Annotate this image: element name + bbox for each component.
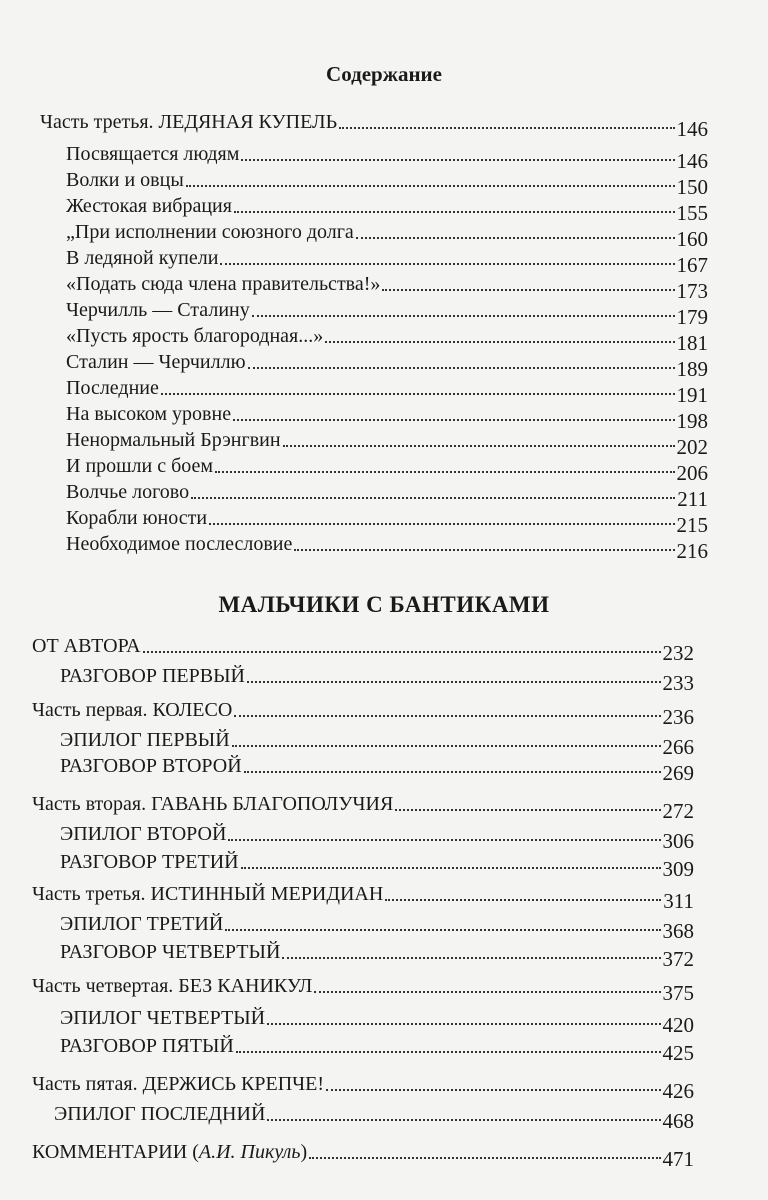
page-title: Содержание (326, 62, 442, 86)
dot-leader (356, 236, 675, 239)
toc-page-number: 372 (662, 947, 694, 971)
dot-leader (186, 184, 675, 187)
dot-leader (395, 808, 660, 811)
toc-page-number: 146 (676, 149, 708, 173)
dot-leader (236, 1050, 661, 1053)
toc-label: ЭПИЛОГ ЧЕТВЕРТЫЙ (60, 1007, 266, 1029)
toc-chapter (66, 216, 708, 251)
toc-chapter (60, 936, 694, 971)
toc-chapter (66, 476, 708, 511)
toc-label: ЭПИЛОГ ПОСЛЕДНИЙ (54, 1103, 266, 1125)
toc-label: Часть третья. ЛЕДЯНАЯ КУПЕЛЬ (40, 111, 338, 133)
dot-leader (225, 928, 660, 931)
toc-label: РАЗГОВОР ТРЕТИЙ (60, 851, 239, 873)
toc-part-heading (40, 106, 708, 141)
toc-chapter (66, 320, 708, 355)
toc-chapter (66, 398, 708, 433)
toc-chapter (66, 372, 708, 407)
toc-page-number: 181 (676, 331, 708, 355)
toc-chapter (60, 908, 694, 943)
toc-page-number: 420 (662, 1013, 694, 1037)
dot-leader (314, 990, 660, 993)
dot-leader (385, 898, 661, 901)
toc-comments (32, 1136, 694, 1171)
toc-page-number: 179 (676, 305, 708, 329)
toc-chapter (60, 724, 694, 759)
toc-page-number: 309 (662, 857, 694, 881)
toc-label: Волчье логово (66, 481, 190, 503)
dot-leader (247, 680, 661, 683)
toc-chapter (66, 346, 708, 381)
toc-part-heading (32, 878, 694, 913)
toc-label: РАЗГОВОР ВТОРОЙ (60, 755, 242, 777)
toc-chapter (60, 846, 694, 881)
comments-label: КОММЕНТАРИИ (32, 1141, 188, 1163)
toc-page-number: 471 (662, 1147, 694, 1171)
toc-page-number: 272 (662, 799, 694, 823)
toc-page-number: 232 (662, 641, 694, 665)
dot-leader (232, 744, 661, 747)
toc-page-number: 150 (676, 175, 708, 199)
dot-leader (234, 714, 660, 717)
toc-page-number: 375 (662, 981, 694, 1005)
dot-leader (161, 392, 675, 395)
toc-page-number: 266 (662, 735, 694, 759)
toc-page-number: 426 (662, 1079, 694, 1103)
toc-page-number: 146 (676, 117, 708, 141)
dot-leader (244, 770, 661, 773)
toc-chapter (66, 242, 708, 277)
dot-leader (209, 522, 674, 525)
toc-page-number: 173 (676, 279, 708, 303)
dot-leader (283, 444, 675, 447)
toc-label: На высоком уровне (66, 403, 232, 425)
toc-page-number: 202 (676, 435, 708, 459)
toc-page-number: 191 (676, 383, 708, 407)
toc-label: «Подать сюда члена правительства!» (66, 273, 381, 295)
toc-chapter (60, 818, 694, 853)
toc-page-number: 206 (676, 461, 708, 485)
toc-label: Сталин — Черчиллю (66, 351, 246, 373)
dot-leader (191, 496, 675, 499)
toc-label: РАЗГОВОР ПЯТЫЙ (60, 1035, 234, 1057)
toc-page-number: 269 (662, 761, 694, 785)
toc-page-number: 189 (676, 357, 708, 381)
toc-chapter (60, 1002, 694, 1037)
dot-leader (294, 548, 674, 551)
toc-label: Последние (66, 377, 159, 399)
toc-chapter (66, 268, 708, 303)
dot-leader (267, 1118, 660, 1121)
dot-leader (252, 314, 675, 317)
dot-leader (241, 158, 674, 161)
dot-leader (233, 418, 674, 421)
comments-author: А.И. Пикуль (198, 1141, 301, 1163)
dot-leader (248, 366, 675, 369)
toc-chapter (66, 294, 708, 329)
toc-label: Посвящается людям (66, 143, 240, 165)
toc-page-number: 368 (662, 919, 694, 943)
toc-label: Часть пятая. ДЕРЖИСЬ КРЕПЧЕ! (32, 1073, 325, 1095)
toc-label: Часть первая. КОЛЕСО (32, 699, 233, 721)
dot-leader (309, 1156, 660, 1159)
dot-leader (220, 262, 674, 265)
dot-leader (325, 340, 674, 343)
toc-part-heading (32, 970, 694, 1005)
toc-label: Черчилль — Сталину (66, 299, 250, 321)
toc-chapter (66, 450, 708, 485)
toc-label: Часть третья. ИСТИННЫЙ МЕРИДИАН (32, 883, 384, 905)
toc-label: В ледяной купели (66, 247, 219, 269)
dot-leader (267, 1022, 660, 1025)
toc-page-number: 236 (662, 705, 694, 729)
toc-chapter (66, 138, 708, 173)
toc-chapter (66, 424, 708, 459)
toc-page-number: 216 (676, 539, 708, 563)
toc-chapter (66, 164, 708, 199)
toc-label: ЭПИЛОГ ВТОРОЙ (60, 823, 227, 845)
dot-leader (228, 838, 660, 841)
toc-label: ОТ АВТОРА (32, 635, 141, 657)
dot-leader (241, 866, 661, 869)
toc-part-heading (32, 630, 694, 665)
dot-leader (282, 956, 660, 959)
book-title: МАЛЬЧИКИ С БАНТИКАМИ (218, 592, 550, 617)
toc-label: И прошли с боем (66, 455, 214, 477)
toc-page-number: 211 (677, 487, 708, 511)
toc-label: Ненормальный Брэнгвин (66, 429, 281, 451)
toc-page-number: 306 (662, 829, 694, 853)
toc-label: РАЗГОВОР ЧЕТВЕРТЫЙ (60, 941, 281, 963)
toc-chapter (66, 190, 708, 225)
toc-page-number: 167 (676, 253, 708, 277)
dot-leader (382, 288, 674, 291)
toc-page-number: 198 (676, 409, 708, 433)
dot-leader (143, 650, 661, 653)
toc-page-number: 425 (662, 1041, 694, 1065)
toc-part-heading (32, 1068, 694, 1103)
toc-page-number: 233 (662, 671, 694, 695)
toc-label: „При исполнении союзного долга (66, 221, 354, 243)
toc-part-heading (32, 694, 694, 729)
toc-label: Необходимое послесловие (66, 533, 293, 555)
toc-label: «Пусть ярость благородная...» (66, 325, 324, 347)
toc-page-number: 215 (676, 513, 708, 537)
toc-chapter (60, 1030, 694, 1065)
toc-label: ЭПИЛОГ ТРЕТИЙ (60, 913, 224, 935)
dot-leader (234, 210, 675, 213)
toc-label: Часть вторая. ГАВАНЬ БЛАГОПОЛУЧИЯ (32, 793, 394, 815)
toc-part-heading (32, 788, 694, 823)
toc-page-number: 160 (676, 227, 708, 251)
toc-chapter (66, 502, 708, 537)
toc-page-number: 155 (676, 201, 708, 225)
toc-label: Жестокая вибрация (66, 195, 232, 217)
dot-leader (215, 470, 674, 473)
toc-chapter (60, 750, 694, 785)
toc-chapter (66, 528, 708, 563)
toc-page-number: 311 (663, 889, 694, 913)
toc-label: Волки и овцы (66, 169, 184, 191)
toc-page-number: 468 (662, 1109, 694, 1133)
toc-label: КОММЕНТАРИИ (А.И. Пикуль) (32, 1141, 308, 1163)
dot-leader (339, 126, 674, 129)
toc-label: Часть четвертая. БЕЗ КАНИКУЛ (32, 975, 313, 997)
toc-chapter (54, 1098, 694, 1133)
toc-label: Корабли юности (66, 507, 208, 529)
dot-leader (326, 1088, 660, 1091)
toc-chapter (60, 660, 694, 695)
toc-label: ЭПИЛОГ ПЕРВЫЙ (60, 729, 230, 751)
toc-label: РАЗГОВОР ПЕРВЫЙ (60, 665, 245, 687)
